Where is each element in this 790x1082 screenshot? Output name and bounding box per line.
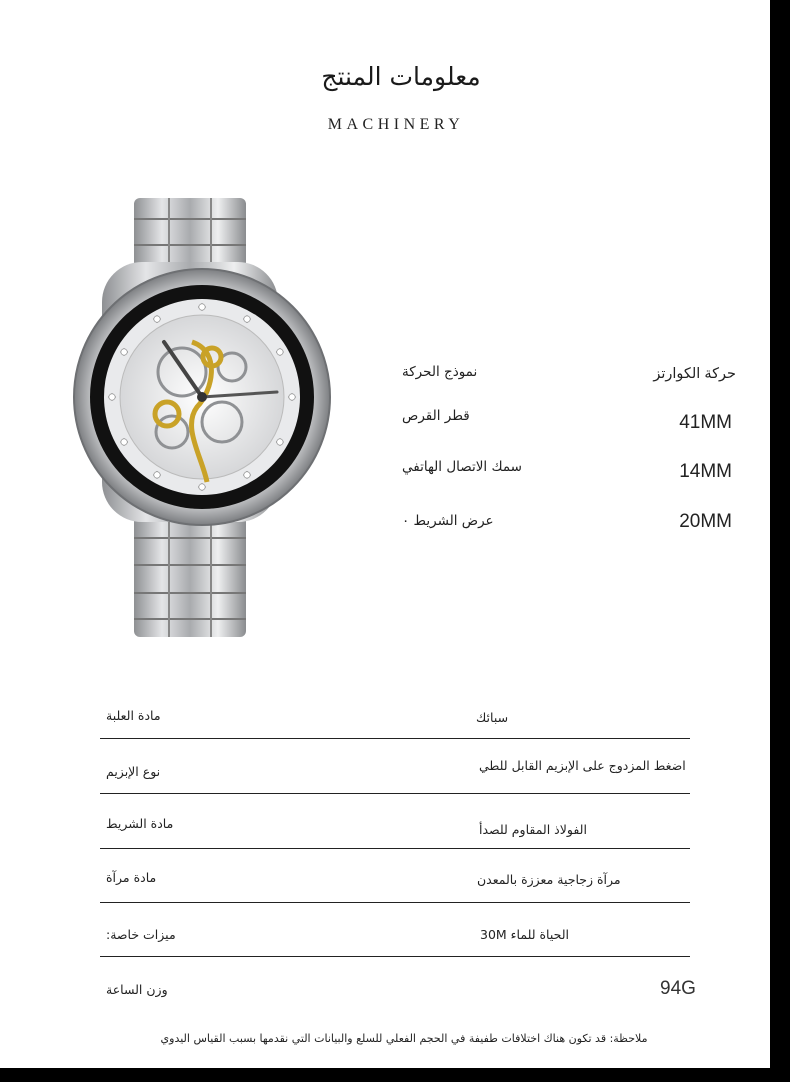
row-divider [100, 902, 690, 903]
spec-value-thickness: 14MM [679, 461, 732, 482]
row-divider [100, 956, 690, 957]
detail-value: سبائك [476, 710, 509, 725]
spec-label-strap-width: عرض الشريط ٠ [402, 513, 494, 529]
detail-value: الحياة للماء 30M [480, 927, 569, 942]
spec-label-movement: نموذج الحركة [402, 364, 478, 380]
page-title-english: MACHINERY [327, 116, 465, 133]
page-title-arabic: معلومات المنتج [321, 62, 481, 91]
detail-value: مرآة زجاجية معززة بالمعدن [477, 872, 621, 887]
detail-value: 94G [660, 978, 696, 999]
detail-label: وزن الساعة [106, 982, 168, 997]
detail-label: مادة العلبة [106, 708, 161, 723]
detail-row-mirror-material [100, 870, 690, 924]
spec-label-dial-diameter: قطر القرص [402, 408, 470, 424]
hour-marker [154, 316, 160, 322]
row-divider [100, 738, 690, 739]
hour-marker [244, 316, 250, 322]
detail-row-strap-material [100, 816, 690, 870]
right-frame-bar [770, 0, 790, 1082]
row-divider [100, 793, 690, 794]
detail-label: مادة الشريط [106, 816, 174, 831]
hour-marker [277, 439, 283, 445]
hour-marker [154, 472, 160, 478]
lower-strap [134, 512, 246, 637]
spec-value-movement: حركة الكوارتز [653, 366, 736, 382]
watch-image [72, 192, 334, 642]
detail-row-case-material [100, 708, 690, 762]
hour-marker [121, 349, 127, 355]
spec-value-dial-diameter: 41MM [679, 412, 732, 433]
spec-label-thickness: سمك الاتصال الهاتفي [402, 459, 522, 475]
hour-marker [199, 484, 205, 490]
hour-marker [277, 349, 283, 355]
hour-marker [244, 472, 250, 478]
hour-marker [199, 304, 205, 310]
detail-label: ميزات خاصة: [106, 927, 176, 942]
detail-row-clasp-type [100, 758, 690, 812]
detail-row-special-features [100, 925, 690, 979]
detail-value: الفولاذ المقاوم للصدأ [479, 822, 587, 837]
hour-marker [289, 394, 295, 400]
detail-label: مادة مرآة [106, 870, 157, 885]
hour-marker [109, 394, 115, 400]
bottom-frame-bar [0, 1068, 790, 1082]
hour-marker [121, 439, 127, 445]
spec-value-strap-width: 20MM [679, 511, 732, 532]
measurement-note: ملاحظة: قد تكون هناك اختلافات طفيفة في الحجم الفعلي للسلع والبيانات التي نقدمها بسبب القياس اليدوي [160, 1032, 648, 1045]
row-divider [100, 848, 690, 849]
detail-value: اضغط المزدوج على الإبزيم القابل للطي [479, 758, 686, 773]
detail-row-watch-weight [100, 978, 696, 1032]
detail-label: نوع الإبزيم [106, 764, 161, 779]
